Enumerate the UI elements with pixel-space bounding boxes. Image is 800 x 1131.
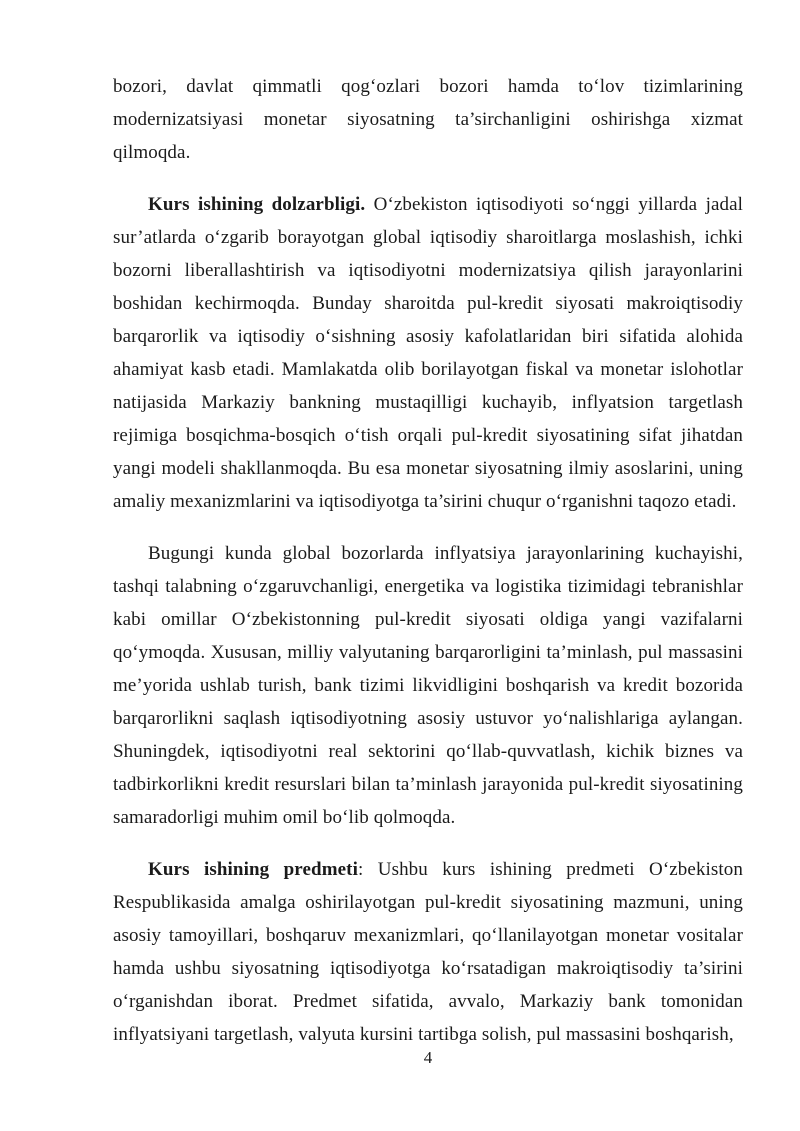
paragraph-predmeti: [113, 853, 743, 1051]
paragraph-lead-bold: Kurs ishining dolzarbligi.: [148, 194, 366, 215]
paragraph-text: : Ushbu kurs ishining predmeti O‘zbekiston Respublikasida amalga oshirilayotgan pul-kredit siyosatining mazmuni, uning asosiy tamoyillari, boshqaruv mexanizmlari, qo‘llanilayotgan monetar vositalar hamda ushbu siyosatning iqtisodiyotga ko‘rsatadigan makroiqtisodiy ta’sirini o‘rganishdan iborat. Predmet sifatida, avvalo, Markaziy bank tomonidan inflyatsiyani targetlash, valyuta kursini tartibga solish, pul massasini boshqarish,: [113, 859, 743, 1045]
paragraph-lead-bold: Kurs ishining predmeti: [148, 859, 358, 880]
paragraph-text: O‘zbekiston iqtisodiyoti so‘nggi yillarda jadal sur’atlarda o‘zgarib borayotgan global iqtisodiy sharoitlarga moslashish, ichki bozorni liberallashtirish va iqtisodiyotni modernizatsiya qilish jarayonlarini boshidan kechirmoqda. Bunday sharoitda pul-kredit siyosati makroiqtisodiy barqarorlik va iqtisodiy o‘sishning asosiy kafolatlaridan biri sifatida alohida ahamiyat kasb etadi. Mamlakatda olib borilayotgan fiskal va monetar islohotlar natijasida Markaziy bankning mustaqilligi kuchayib, inflyatsion targetlash rejimiga bosqichma-bosqich o‘tish orqali pul-kredit siyosatining sifat jihatdan yangi modeli shakllanmoqda. Bu esa monetar siyosatning ilmiy asoslarini, uning amaliy mexanizmlarini va iqtisodiyotga ta’sirini chuqur o‘rganishni taqozo etadi.: [113, 194, 744, 512]
page-body: [113, 70, 743, 1070]
paragraph-dolzarbligi: [113, 188, 743, 518]
paragraph-bugungi-kunda: [113, 537, 743, 834]
paragraph-text: bozori, davlat qimmatli qog‘ozlari bozori hamda to‘lov tizimlarining modernizatsiyasi monetar siyosatning ta’sirchanligini oshirishga xizmat qilmoqda.: [113, 76, 743, 163]
paragraph-continuation: [113, 70, 743, 169]
page-number: 4: [423, 1048, 433, 1067]
paragraph-text: Bugungi kunda global bozorlarda inflyatsiya jarayonlarining kuchayishi, tashqi talabning o‘zgaruvchanligi, energetika va logistika tizimidagi tebranishlar kabi omillar O‘zbekistonning pul-kredit siyosati oldiga yangi vazifalarni qo‘ymoqda. Xususan, milliy valyutaning barqarorligini ta’minlash, pul massasini me’yorida ushlab turish, bank tizimi likvidligini boshqarish va kredit bozorida barqarorlikni saqlash iqtisodiyotning asosiy ustuvor yo‘nalishlariga aylangan. Shuningdek, iqtisodiyotni real sektorini qo‘llab-quvvatlash, kichik biznes va tadbirkorlikni kredit resurslari bilan ta’minlash jarayonida pul-kredit siyosatining samaradorligi muhim omil bo‘lib qolmoqda.: [113, 543, 743, 828]
